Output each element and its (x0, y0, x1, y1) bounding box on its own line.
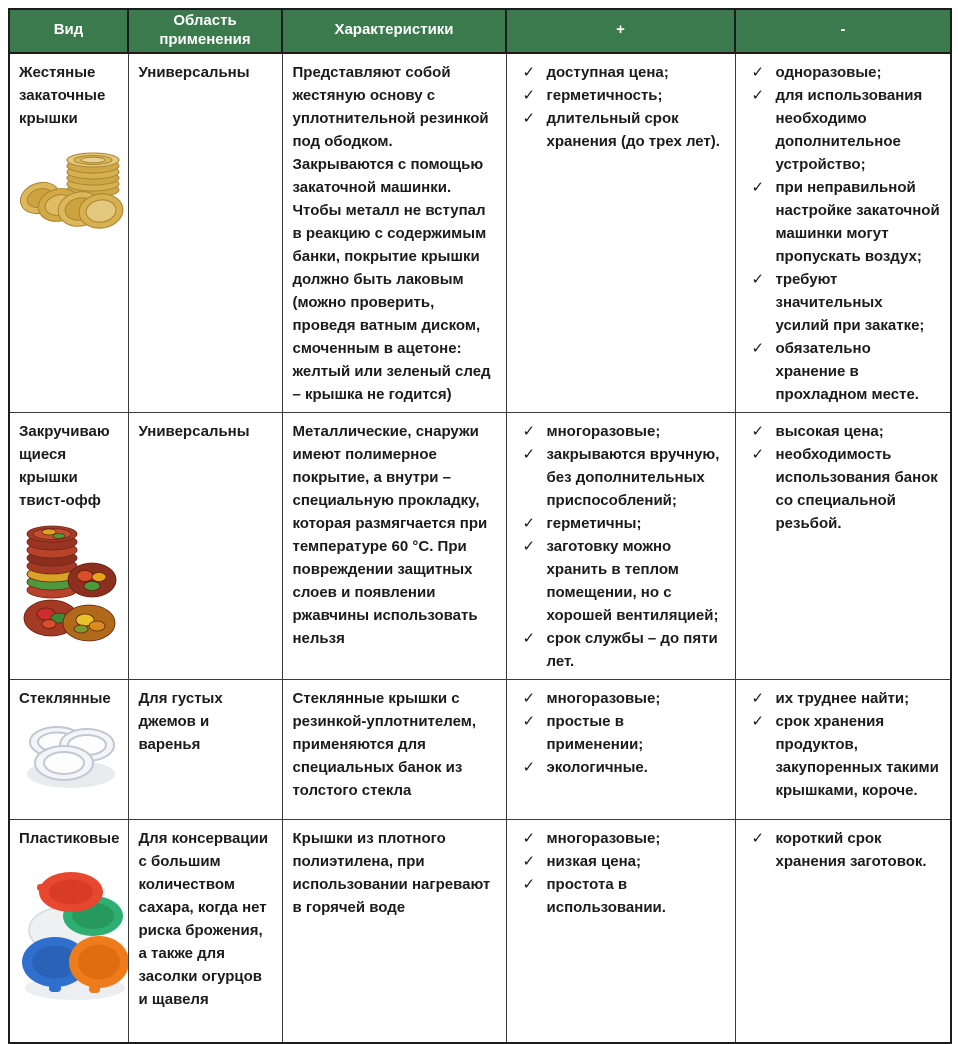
list-item: ✓ их труднее найти; (752, 687, 941, 710)
check-icon: ✓ (751, 86, 765, 104)
cell-type (9, 819, 128, 1043)
list-item: ✓ простые в применении; (523, 710, 725, 756)
table-row-twist-off-lids (9, 412, 951, 679)
check-icon: ✓ (522, 109, 536, 127)
table-row-plastic-lids (9, 819, 951, 1043)
cell-characteristics (282, 819, 506, 1043)
header-row (9, 9, 951, 53)
list-item: ✓ герметичность; (523, 84, 725, 107)
list-item: ✓ длительный срок хранения (до трех лет). (523, 107, 725, 153)
cell-type (9, 412, 128, 679)
list-item: ✓ при неправильной настройке закаточной машинки могут пропускать воздух; (752, 176, 941, 268)
lid-type-label: Пластиковые (19, 829, 120, 847)
cons-list (746, 687, 941, 802)
list-item: ✓ одноразовые; (752, 61, 941, 84)
header-col-application: Область применения (128, 9, 282, 53)
list-item: ✓ требуют значительных усилий при закатке; (752, 268, 941, 337)
check-icon: ✓ (751, 339, 765, 357)
list-item: ✓ заготовку можно хранить в теплом помещении, но с хорошей вентиляцией; (523, 535, 725, 627)
twist-off-lids-image (19, 518, 122, 644)
check-icon: ✓ (751, 712, 765, 730)
pros-list (517, 61, 725, 153)
cell-pros (506, 53, 735, 413)
lid-type-label: Закручивающиеся крышки твист-офф (19, 422, 110, 509)
list-item: ✓ простота в использовании. (523, 873, 725, 919)
check-icon: ✓ (751, 270, 765, 288)
lid-type-label: Жестяные закаточные крышки (19, 63, 106, 127)
cell-application (128, 412, 282, 679)
list-item: ✓ для использования необходимо дополнительное устройство; (752, 84, 941, 176)
list-item: ✓ необходимость использования банок со специальной резьбой. (752, 443, 941, 535)
characteristics-text: Металлические, снаружи имеют полимерное покрытие, а внутри – специальную прокладку, которая размягчается при температуре 60 °C. При повреждении защитных слоев и появлении ржавчины использовать нельзя (292, 422, 488, 647)
characteristics-text: Представляют собой жестяную основу с уплотнительной резинкой под ободком. Закрываются с помощью закаточной машинки. Чтобы металл не вступал в реакцию с содержимым банки, покрытие крышки должно быть лаковым (можно проверить, проведя ватным диском, смоченным в ацетоне: желтый или зеленый след – крышка не годится) (292, 63, 491, 403)
gold-tin-lids-image (19, 136, 122, 232)
check-icon: ✓ (751, 63, 765, 81)
list-item: ✓ высокая цена; (752, 420, 941, 443)
lids-comparison-table (8, 8, 952, 1044)
list-item: ✓ срок хранения продуктов, закупоренных такими крышками, короче. (752, 710, 941, 802)
cell-characteristics (282, 412, 506, 679)
table-row-tin-lids (9, 53, 951, 413)
list-item: ✓ закрываются вручную, без дополнительных приспособлений; (523, 443, 725, 512)
list-item: ✓ многоразовые; (523, 420, 725, 443)
check-icon: ✓ (522, 712, 536, 730)
cons-list (746, 827, 941, 873)
application-text: Для консервации с большим количеством сахара, когда нет риска брожения, а также для засолки огурцов и щавеля (138, 829, 269, 1008)
table-row-glass-lids (9, 679, 951, 819)
check-icon: ✓ (522, 445, 536, 463)
list-item: ✓ срок службы – до пяти лет. (523, 627, 725, 673)
glass-lids-image (19, 716, 122, 794)
cell-cons (735, 819, 951, 1043)
header-col-pros: + (506, 9, 735, 53)
cell-type (9, 679, 128, 819)
check-icon: ✓ (522, 537, 536, 555)
application-text: Универсальны (138, 422, 250, 440)
list-item: ✓ экологичные. (523, 756, 725, 779)
header-col-type: Вид (9, 9, 128, 53)
cons-list (746, 61, 941, 406)
check-icon: ✓ (522, 852, 536, 870)
cell-cons (735, 53, 951, 413)
check-icon: ✓ (522, 875, 536, 893)
cell-type (9, 53, 128, 413)
twist-off-lids-illustration (19, 518, 119, 644)
list-item: ✓ низкая цена; (523, 850, 725, 873)
application-text: Для густых джемов и варенья (138, 689, 223, 753)
cons-list (746, 420, 941, 535)
check-icon: ✓ (751, 689, 765, 707)
cell-pros (506, 679, 735, 819)
plastic-lids-image (19, 856, 122, 1006)
header-col-characteristics: Характеристики (282, 9, 506, 53)
check-icon: ✓ (522, 758, 536, 776)
list-item: ✓ обязательно хранение в прохладном месте. (752, 337, 941, 406)
pros-list (517, 687, 725, 779)
cell-cons (735, 679, 951, 819)
header-col-cons: - (735, 9, 951, 53)
application-text: Универсальны (138, 63, 250, 81)
check-icon: ✓ (751, 445, 765, 463)
tin-lids-illustration (19, 136, 125, 232)
pros-list (517, 420, 725, 673)
list-item: ✓ многоразовые; (523, 687, 725, 710)
cell-application (128, 53, 282, 413)
cell-application (128, 819, 282, 1043)
check-icon: ✓ (751, 829, 765, 847)
check-icon: ✓ (751, 422, 765, 440)
characteristics-text: Стеклянные крышки с резинкой-уплотнителем, применяются для специальных банок из толстого стекла (292, 689, 477, 799)
check-icon: ✓ (522, 63, 536, 81)
cell-characteristics (282, 679, 506, 819)
cell-characteristics (282, 53, 506, 413)
list-item: ✓ доступная цена; (523, 61, 725, 84)
cell-application (128, 679, 282, 819)
check-icon: ✓ (522, 422, 536, 440)
list-item: ✓ герметичны; (523, 512, 725, 535)
glass-lids-illustration (19, 716, 123, 794)
cell-cons (735, 412, 951, 679)
plastic-lids-illustration (19, 856, 128, 1006)
check-icon: ✓ (522, 629, 536, 647)
list-item: ✓ короткий срок хранения заготовок. (752, 827, 941, 873)
check-icon: ✓ (751, 178, 765, 196)
check-icon: ✓ (522, 829, 536, 847)
characteristics-text: Крышки из плотного полиэтилена, при использовании нагревают в горячей воде (292, 829, 491, 916)
lid-type-label: Стеклянные (19, 689, 111, 707)
list-item: ✓ многоразовые; (523, 827, 725, 850)
cell-pros (506, 819, 735, 1043)
check-icon: ✓ (522, 86, 536, 104)
check-icon: ✓ (522, 689, 536, 707)
check-icon: ✓ (522, 514, 536, 532)
cell-pros (506, 412, 735, 679)
pros-list (517, 827, 725, 919)
